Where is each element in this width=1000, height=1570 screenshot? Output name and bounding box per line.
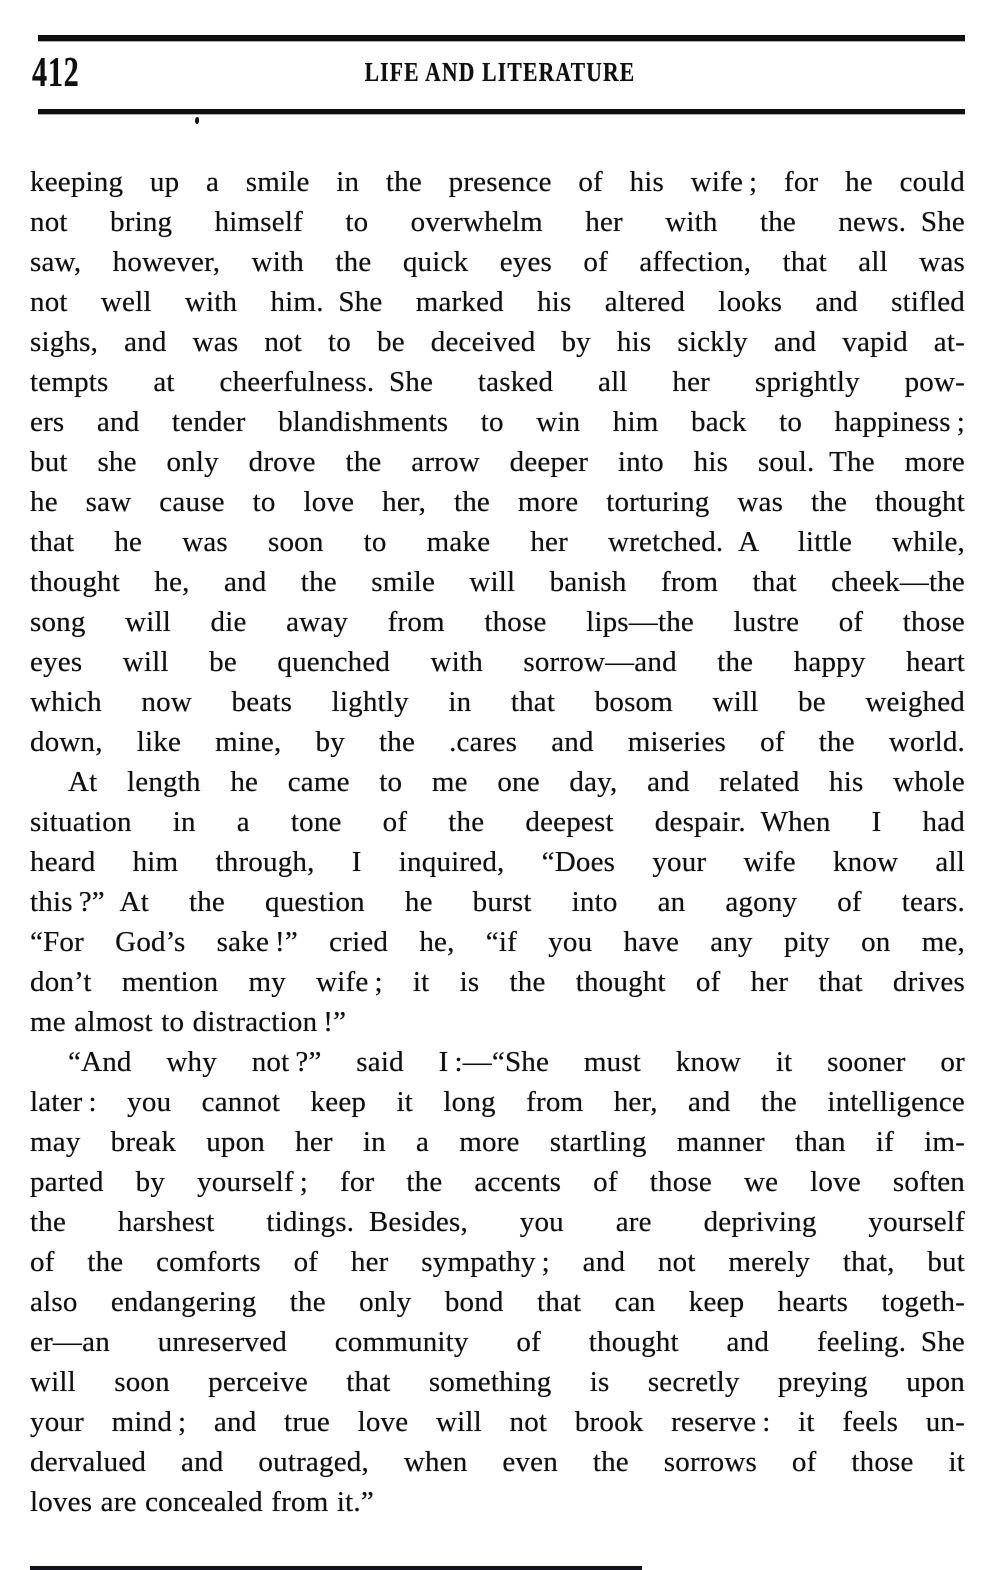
text-line: saw, however, with the quick eyes of affection, that all was xyxy=(30,246,965,278)
text-line: he saw cause to love her, the more torturing was the thought xyxy=(30,486,965,518)
text-line: loves are concealed from it.” xyxy=(30,1486,374,1518)
text-line: dervalued and outraged, when even the sorrows of those it xyxy=(30,1446,965,1478)
text-line: this ?” At the question he burst into an agony of tears. xyxy=(30,886,965,918)
scan-edge-artifact xyxy=(30,1566,642,1570)
text-line: that he was soon to make her wretched. A little while, xyxy=(30,526,965,558)
text-line: your mind ; and true love will not brook reserve : it feels un- xyxy=(30,1406,965,1438)
text-line: which now beats lightly in that bosom will be weighed xyxy=(30,686,965,718)
text-line: later : you cannot keep it long from her, and the intelligence xyxy=(30,1086,965,1118)
page-number: 412 xyxy=(32,50,80,96)
text-line: of the comforts of her sympathy ; and not merely that, but xyxy=(30,1246,965,1278)
text-line: also endangering the only bond that can keep hearts togeth- xyxy=(30,1286,965,1318)
text-line: down, like mine, by the .cares and miseries of the world. xyxy=(30,726,965,758)
text-line: eyes will be quenched with sorrow—and the happy heart xyxy=(30,646,965,678)
text-line: “And why not ?” said I :—“She must know it sooner or xyxy=(68,1046,965,1078)
text-line: but she only drove the arrow deeper into his soul. The more xyxy=(30,446,965,478)
ink-speck xyxy=(195,117,200,124)
paragraph xyxy=(30,762,965,1042)
text-line: may break upon her in a more startling manner than if im- xyxy=(30,1126,965,1158)
text-line: ers and tender blandishments to win him back to happiness ; xyxy=(30,406,965,438)
text-line: will soon perceive that something is secretly preying upon xyxy=(30,1366,965,1398)
text-line: er—an unreserved community of thought and feeling. She xyxy=(30,1326,965,1358)
page-body xyxy=(30,162,965,1522)
paragraph xyxy=(30,1042,965,1522)
text-line: thought he, and the smile will banish from that cheek—the xyxy=(30,566,965,598)
text-line: tempts at cheerfulness. She tasked all her sprightly pow- xyxy=(30,366,965,398)
text-line: the harshest tidings. Besides, you are depriving yourself xyxy=(30,1206,965,1238)
text-line: heard him through, I inquired, “Does your wife know all xyxy=(30,846,965,878)
text-line: not bring himself to overwhelm her with the news. She xyxy=(30,206,965,238)
text-line: situation in a tone of the deepest despair. When I had xyxy=(30,806,965,838)
text-line: keeping up a smile in the presence of his wife ; for he could xyxy=(30,166,965,198)
header-rule-top xyxy=(38,35,965,41)
text-line: me almost to distraction !” xyxy=(30,1006,347,1038)
text-line: parted by yourself ; for the accents of those we love soften xyxy=(30,1166,965,1198)
text-line: don’t mention my wife ; it is the thought of her that drives xyxy=(30,966,965,998)
text-line: not well with him. She marked his altered looks and stifled xyxy=(30,286,965,318)
running-title: LIFE AND LITERATURE xyxy=(364,57,636,87)
text-line: sighs, and was not to be deceived by his sickly and vapid at- xyxy=(30,326,965,358)
text-line: At length he came to me one day, and related his whole xyxy=(68,766,965,798)
text-line: song will die away from those lips—the lustre of those xyxy=(30,606,965,638)
header-rule-bottom xyxy=(38,109,965,114)
paragraph xyxy=(30,162,965,762)
text-line: “For God’s sake !” cried he, “if you have any pity on me, xyxy=(30,926,965,958)
